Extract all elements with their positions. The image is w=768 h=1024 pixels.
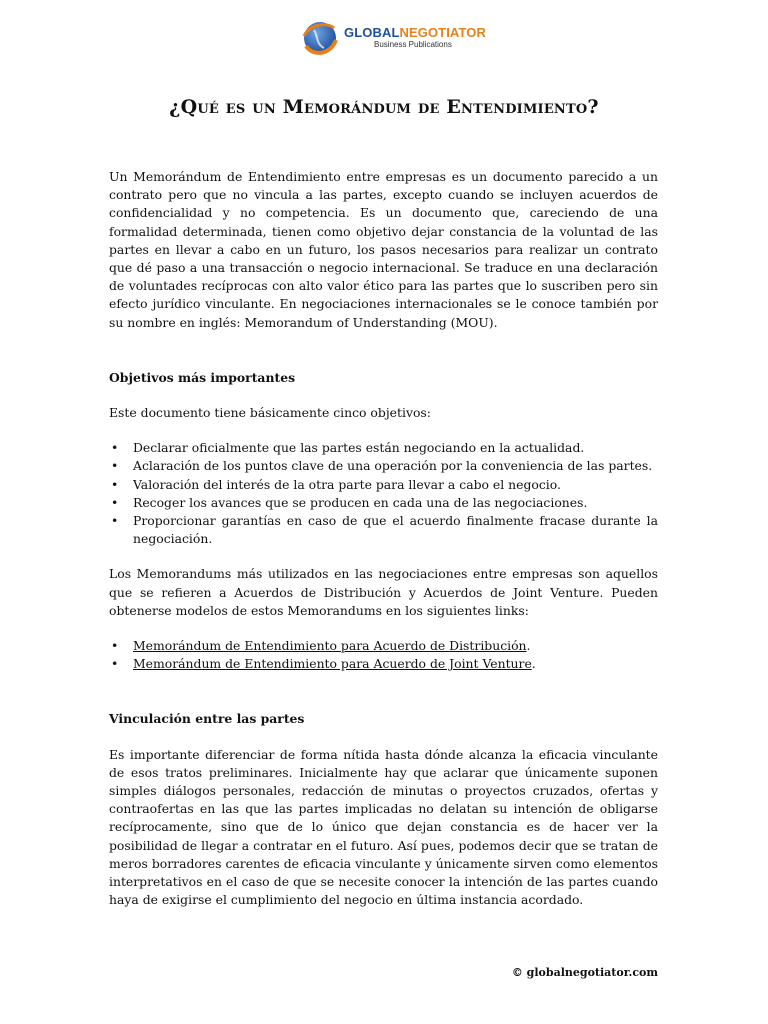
memorandums-paragraph: Los Memorandums más utilizados en las negociaciones entre empresas son aquellos que se refieren a Acuerdos de Distribución y Acuerdos de Joint Venture. Pueden obtenerse modelos de estos Memorandums en los siguientes links: — [109, 566, 658, 618]
logo-subtitle: Business Publications — [374, 40, 452, 49]
footer-copyright: © globalnegotiator.com — [511, 966, 658, 979]
page-title: ¿Qué es un Memorándum de Entendimiento? — [169, 96, 599, 118]
objectives-lead: Este documento tiene básicamente cinco objetivos: — [109, 405, 431, 421]
logo — [296, 16, 486, 60]
document-body — [109, 168, 658, 910]
list-item: • Recoger los avances que se producen en cada una de las negociaciones. — [109, 494, 658, 512]
vinculacion-paragraph: Es importante diferenciar de forma nítida hasta dónde alcanza la eficacia vinculante de esos tratos preliminares. Inicialmente hay que aclarar que únicamente suponen simples diálogos personales, redacción de minutas o proyectos cruzados, ofertas y contraofertas en las que las partes implicadas no delatan su intención de obligarse recíprocamente, sino que de lo único que dejan constancia es de hacer ver la posibilidad de llegar a contratar en el futuro. Así pues, podemos decir que se tratan de meros borradores carentes de eficacia vinculante y únicamente sirven como elementos interpretativos en el caso de que se necesite conocer la intención de las partes cuando haya de exigirse el cumplimiento del negocio en última instancia acordado. — [109, 746, 658, 908]
globe-swirl-icon — [296, 16, 340, 60]
list-item: • Aclaración de los puntos clave de una operación por la conveniencia de las partes. — [109, 457, 658, 475]
list-item: • Declarar oficialmente que las partes están negociando en la actualidad. — [109, 439, 658, 457]
link-joint-venture[interactable]: Memorándum de Entendimiento para Acuerdo de Joint Venture — [133, 656, 532, 672]
intro-paragraph: Un Memorándum de Entendimiento entre empresas es un documento parecido a un contrato pero que no vincula a las partes, excepto cuando se incluyen acuerdos de confidencialidad y no competencia. Es un documento que, careciendo de una formalidad determinada, tienen como objetivo dejar constancia de la voluntad de las partes en llevar a cabo en un futuro, los pasos necesarios para realizar un contrato que dé paso a una transacción o negocio internacional. Se traduce en una declaración de voluntades recíprocas con alto valor ético para las partes que lo suscriben pero sin efecto jurídico vinculante. En negociaciones internacionales se le conoce también por su nombre en inglés: Memorandum of Understanding (MOU). — [109, 169, 658, 330]
list-item: • Proporcionar garantías en caso de que el acuerdo finalmente fracase durante la negociación. — [109, 512, 658, 548]
list-item: • Memorándum de Entendimiento para Acuerdo de Distribución. — [109, 637, 658, 655]
link-distribucion[interactable]: Memorándum de Entendimiento para Acuerdo de Distribución — [133, 638, 527, 654]
links-list — [109, 637, 658, 673]
section-heading-vinculacion: Vinculación entre las partes — [109, 711, 305, 727]
section-heading-objectives: Objetivos más importantes — [109, 369, 296, 385]
list-item: • Memorándum de Entendimiento para Acuerdo de Joint Venture. — [109, 655, 658, 673]
logo-name: GLOBALNEGOTIATOR — [344, 25, 486, 40]
list-item: • Valoración del interés de la otra parte para llevar a cabo el negocio. — [109, 476, 658, 494]
objectives-list — [109, 439, 658, 548]
